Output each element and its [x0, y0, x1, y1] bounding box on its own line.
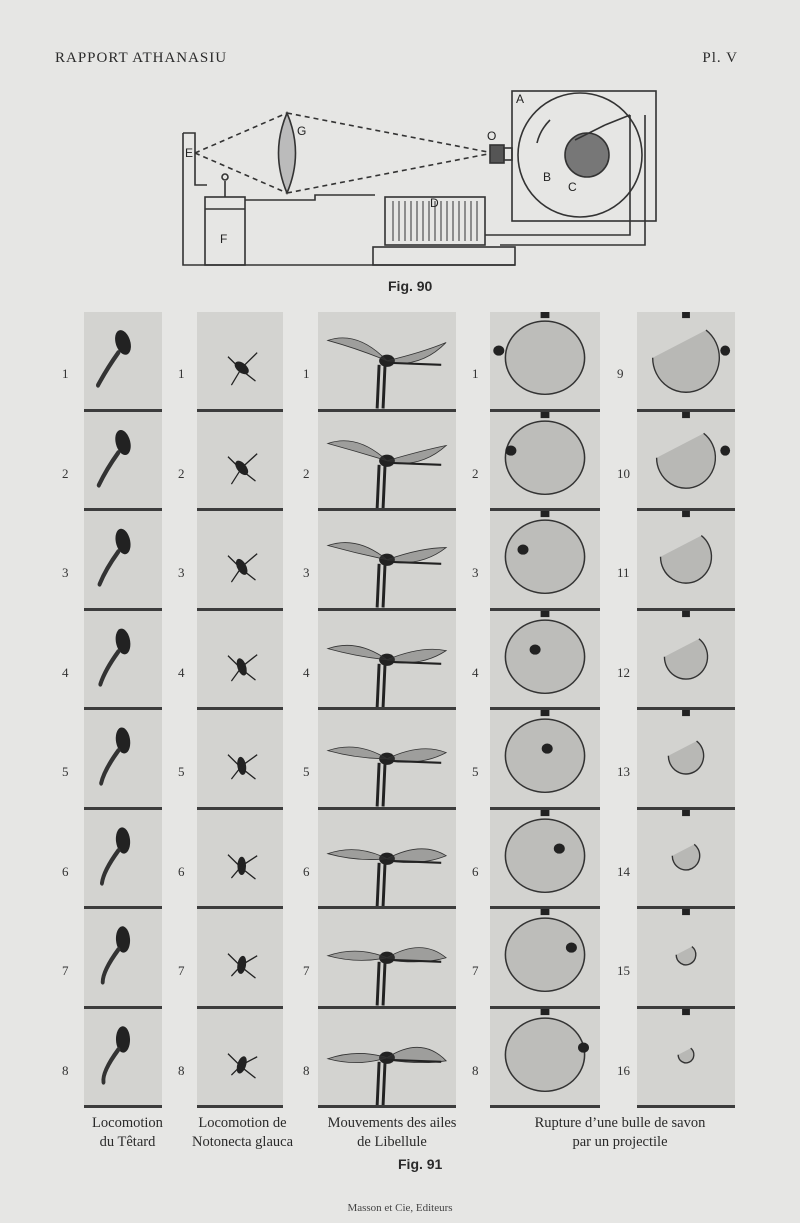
frame-photo [318, 710, 456, 807]
label-c: C [568, 180, 577, 194]
caption-line: de Libellule [357, 1134, 427, 1150]
frame-photo [318, 909, 456, 1006]
frame-photo [84, 412, 162, 509]
frame-photo [84, 511, 162, 608]
frame-photo [197, 1009, 283, 1106]
film-frame [84, 611, 162, 711]
frame-photo [490, 1009, 600, 1106]
caption-dragonfly [312, 1114, 472, 1152]
frame-number: 8 [303, 1062, 310, 1078]
frame-number: 3 [178, 565, 185, 580]
publisher-footer: Masson et Cie, Editeurs [347, 1202, 453, 1214]
frame-number: 5 [472, 764, 479, 779]
frame-photo [637, 909, 735, 1006]
film-frame [318, 412, 456, 512]
frame-number: 1 [62, 366, 69, 381]
film-frame [318, 710, 456, 810]
film-frame [318, 1009, 456, 1109]
frame-number: 10 [617, 465, 630, 481]
frame-photo [84, 1009, 162, 1106]
frame-photo [490, 810, 600, 907]
film-frame [84, 710, 162, 810]
film-frame [637, 611, 735, 711]
frame-photo [318, 412, 456, 509]
frame-number: 16 [617, 1062, 630, 1078]
film-frame [197, 412, 283, 512]
frame-number: 4 [472, 664, 479, 680]
frame-photo [637, 810, 735, 907]
label-a: A [516, 92, 525, 106]
frame-number: 4 [62, 664, 69, 680]
film-frame [84, 909, 162, 1009]
frame-photo [197, 312, 283, 409]
film-frame [197, 312, 283, 412]
frame-number: 9 [617, 366, 624, 381]
running-header-left: RAPPORT ATHANASIU [55, 50, 228, 66]
frame-number: 13 [617, 764, 630, 779]
apparatus-diagram [175, 85, 665, 270]
frame-photo [637, 1009, 735, 1106]
film-frame [84, 1009, 162, 1109]
frame-number: 3 [472, 565, 479, 580]
label-o: O [487, 129, 497, 143]
frame-photo [318, 511, 456, 608]
frame-number: 12 [617, 664, 630, 680]
frame-number: 2 [178, 465, 185, 481]
film-frame [318, 909, 456, 1009]
film-frame [318, 810, 456, 910]
film-frame [84, 312, 162, 412]
figure-90-caption: Fig. 90 [388, 278, 433, 294]
caption-line: Rupture d’une bulle de savon [534, 1115, 706, 1131]
frame-photo [318, 1009, 456, 1106]
frame-number: 8 [178, 1062, 185, 1078]
caption-bubble [500, 1114, 740, 1152]
frame-photo [318, 312, 456, 409]
film-frame [490, 611, 600, 711]
frame-number: 8 [62, 1062, 69, 1078]
film-frame [637, 909, 735, 1009]
film-frame [637, 810, 735, 910]
frame-number: 7 [178, 963, 185, 978]
plate-number: Pl. V [702, 50, 738, 66]
frame-photo [197, 511, 283, 608]
caption-line: Mouvements des ailes [327, 1115, 457, 1131]
caption-tadpole [70, 1114, 185, 1152]
film-frame [637, 710, 735, 810]
caption-line: par un projectile [572, 1134, 668, 1150]
film-frame [84, 511, 162, 611]
film-frame [197, 710, 283, 810]
frame-photo [197, 810, 283, 907]
figure-91-caption: Fig. 91 [398, 1156, 443, 1172]
label-g: G [297, 124, 307, 138]
label-f: F [220, 232, 228, 246]
film-frame [490, 909, 600, 1009]
frame-number: 7 [472, 963, 479, 978]
film-frame [318, 511, 456, 611]
film-frame [84, 412, 162, 512]
film-frame [637, 312, 735, 412]
frame-number: 1 [178, 366, 185, 381]
frame-photo [637, 511, 735, 608]
frame-photo [84, 710, 162, 807]
frame-number: 8 [472, 1062, 479, 1078]
frame-number: 2 [62, 465, 69, 481]
frame-photo [318, 611, 456, 708]
frame-photo [637, 412, 735, 509]
frame-photo [84, 312, 162, 409]
frame-photo [84, 810, 162, 907]
frame-number: 2 [472, 465, 479, 481]
frame-number: 7 [303, 963, 310, 978]
caption-line: Locomotion [92, 1115, 163, 1131]
label-e: E [185, 146, 194, 160]
film-frame [490, 511, 600, 611]
strip-bubble-second [637, 312, 735, 1108]
frame-number: 2 [303, 465, 310, 481]
caption-line: du Têtard [99, 1134, 156, 1150]
frame-number: 7 [62, 963, 69, 978]
frame-photo [197, 412, 283, 509]
film-frame [197, 1009, 283, 1109]
film-frame [637, 412, 735, 512]
frame-number: 11 [617, 565, 630, 580]
label-b: B [543, 170, 552, 184]
frame-photo [637, 312, 735, 409]
film-frame [318, 312, 456, 412]
film-frame [637, 1009, 735, 1109]
film-frame [197, 810, 283, 910]
frame-number: 5 [303, 764, 310, 779]
strip-notonecta [197, 312, 283, 1108]
film-frame [197, 511, 283, 611]
frame-number: 3 [62, 565, 69, 580]
frame-number: 14 [617, 863, 630, 879]
frame-number: 1 [472, 366, 479, 381]
film-frame [490, 312, 600, 412]
strip-bubble-first [490, 312, 600, 1108]
film-frame [490, 710, 600, 810]
frame-photo [318, 810, 456, 907]
frame-photo [490, 511, 600, 608]
frame-number: 6 [303, 863, 310, 879]
frame-photo [490, 909, 600, 1006]
frame-photo [84, 909, 162, 1006]
strip-dragonfly [318, 312, 456, 1108]
frame-number: 3 [303, 565, 310, 580]
frame-number: 15 [617, 963, 630, 978]
frame-photo [490, 710, 600, 807]
frame-photo [84, 611, 162, 708]
frame-number: 1 [303, 366, 310, 381]
film-frame [637, 511, 735, 611]
caption-line: Notonecta glauca [191, 1134, 294, 1150]
caption-notonecta [180, 1114, 305, 1152]
frame-photo [637, 611, 735, 708]
frame-number: 6 [62, 863, 69, 879]
frame-number: 5 [62, 764, 69, 779]
frame-number: 6 [472, 863, 479, 879]
frame-photo [490, 412, 600, 509]
caption-line: Locomotion de [198, 1115, 287, 1131]
frame-number: 4 [303, 664, 310, 680]
frame-photo [490, 611, 600, 708]
film-frame [490, 810, 600, 910]
film-frame [490, 1009, 600, 1109]
film-frame [84, 810, 162, 910]
film-frame [197, 909, 283, 1009]
film-frame [490, 412, 600, 512]
label-d: D [430, 196, 439, 210]
frame-photo [197, 611, 283, 708]
frame-photo [197, 909, 283, 1006]
frame-photo [637, 710, 735, 807]
strip-tadpole [84, 312, 162, 1108]
frame-number: 6 [178, 863, 185, 879]
frame-number: 5 [178, 764, 185, 779]
film-frame [197, 611, 283, 711]
frame-number: 4 [178, 664, 185, 680]
frame-photo [197, 710, 283, 807]
frame-photo [490, 312, 600, 409]
film-frame [318, 611, 456, 711]
